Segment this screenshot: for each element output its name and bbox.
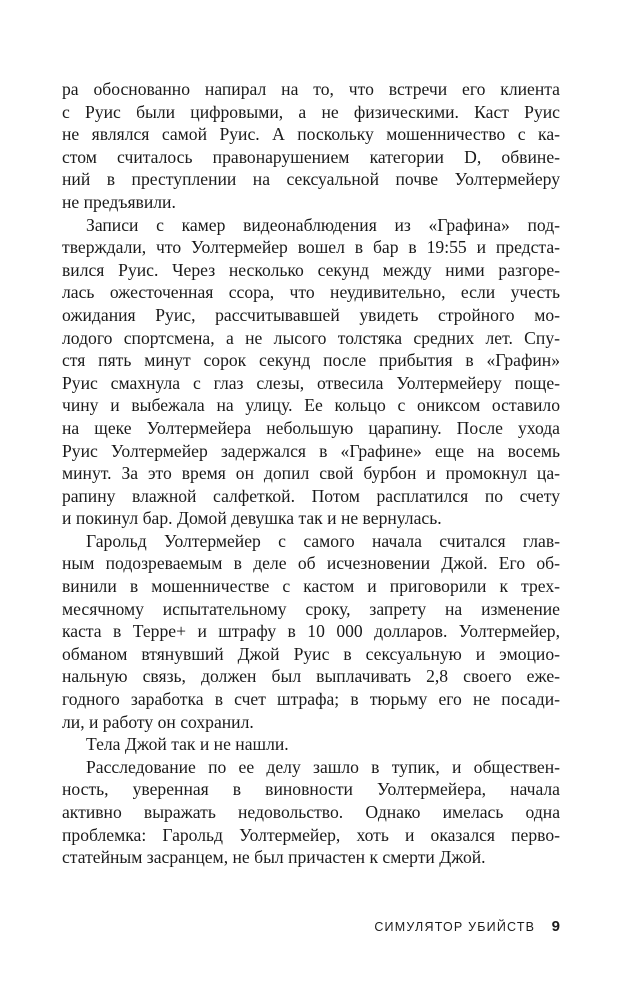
text-line: обманом втянувший Джой Руис в сексуальную и эмоцио- xyxy=(62,643,560,664)
paragraph xyxy=(62,214,560,530)
text-line: чину и выбежала на улицу. Ее кольцо с ониксом оставило xyxy=(62,395,560,416)
running-footer xyxy=(0,918,560,936)
text-line: лодого спортсмена, а не лысого толстяка средних лет. Спу- xyxy=(62,327,560,348)
running-title: СИМУЛЯТОР УБИЙСТВ xyxy=(374,919,536,934)
text-line: Тела Джой так и не нашли. xyxy=(86,734,289,755)
text-line: Записи с камер видеонаблюдения из «Графина» под- xyxy=(86,214,560,235)
text-line: Руис Уолтермейер задержался в «Графине» еще на восемь xyxy=(62,440,560,461)
text-line: каста в Терре+ и штрафу в 10 000 долларов. Уолтермейер, xyxy=(62,621,560,642)
text-line: ний в преступлении на сексуальной почве Уолтермейеру xyxy=(62,169,560,190)
text-line: не являлся самой Руис. А поскольку мошенничество с ка- xyxy=(62,124,560,145)
text-line: ли, и работу он сохранил. xyxy=(62,711,254,732)
text-line: на щеке Уолтермейера небольшую царапину. После ухода xyxy=(62,417,560,438)
text-line: стя пять минут сорок секунд после прибытия в «Графин» xyxy=(62,350,560,371)
text-line: стом считалось правонарушением категории D, обвине- xyxy=(62,146,560,167)
paragraph xyxy=(62,733,560,756)
page-number: 9 xyxy=(551,918,560,936)
text-line: годного заработка в счет штрафа; в тюрьму его не посади- xyxy=(62,689,560,710)
paragraph xyxy=(62,78,560,214)
text-line: минут. За это время он допил свой бурбон и промокнул ца- xyxy=(62,463,560,484)
text-line: вился Руис. Через несколько секунд между ними разгоре- xyxy=(62,259,560,280)
text-line: ность, уверенная в виновности Уолтермейера, начала xyxy=(62,779,560,800)
text-line: рапину влажной салфеткой. Потом расплатился по счету xyxy=(62,485,560,506)
paragraph xyxy=(62,530,560,733)
text-line: проблемка: Гарольд Уолтермейер, хоть и оказался перво- xyxy=(62,824,560,845)
text-line: не предъявили. xyxy=(62,191,176,212)
text-line: статейным засранцем, не был причастен к смерти Джой. xyxy=(62,847,486,868)
text-line: месячному испытательному сроку, запрету на изменение xyxy=(62,598,560,619)
body-text xyxy=(62,78,560,869)
paragraph xyxy=(62,756,560,869)
text-line: нальную связь, должен был выплачивать 2,8 своего еже- xyxy=(62,666,560,687)
text-line: Расследование по ее делу зашло в тупик, и обществен- xyxy=(86,756,560,777)
text-line: Руис смахнула с глаз слезы, отвесила Уолтермейеру поще- xyxy=(62,372,560,393)
text-line: ным подозреваемым в деле об исчезновении Джой. Его об- xyxy=(62,553,560,574)
text-line: лась ожесточенная ссора, что неудивительно, если учесть xyxy=(62,282,560,303)
text-line: Гарольд Уолтермейер с самого начала считался глав- xyxy=(86,530,560,551)
text-line: активно выражать недовольство. Однако имелась одна xyxy=(62,802,560,822)
text-line: винили в мошенничестве с кастом и приговорили к трех- xyxy=(62,576,560,597)
text-line: и покинул бар. Домой девушка так и не вернулась. xyxy=(62,508,442,529)
text-line: ра обоснованно напирал на то, что встречи его клиента xyxy=(62,79,560,99)
text-line: с Руис были цифровыми, а не физическими. Каст Руис xyxy=(62,101,560,122)
text-line: тверждали, что Уолтермейер вошел в бар в 19:55 и предста- xyxy=(62,237,560,258)
text-line: ожидания Руис, рассчитывавшей увидеть стройного мо- xyxy=(62,304,560,325)
